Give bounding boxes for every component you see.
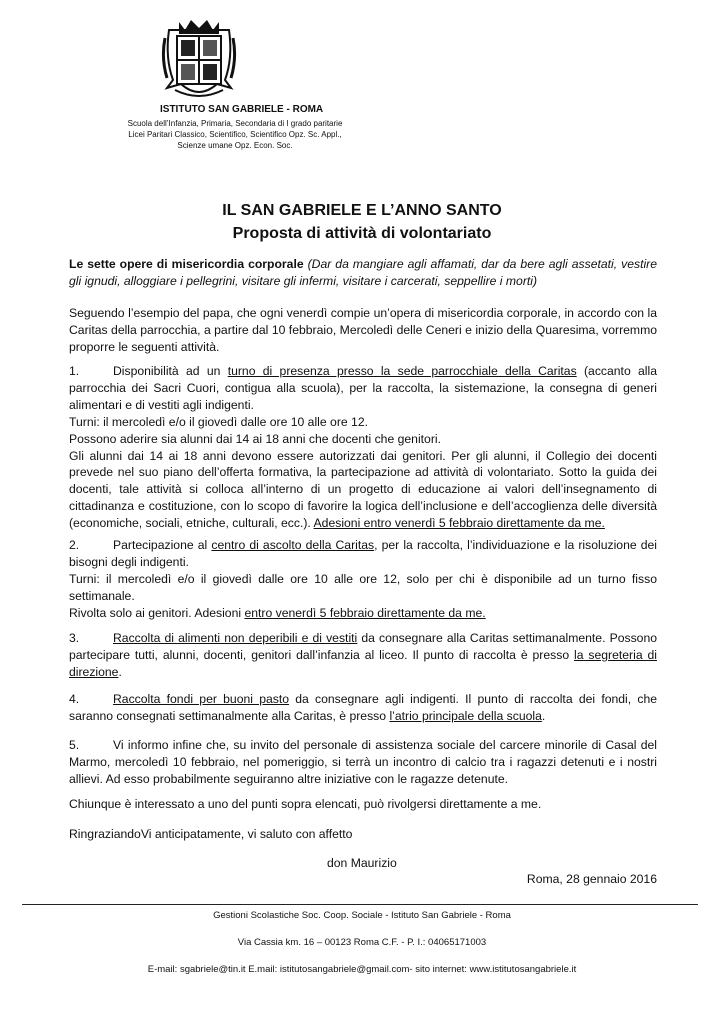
item-number: 4. [69, 692, 80, 706]
institute-subtitle-line: Licei Paritari Classico, Scientifico, Scientifico Opz. Sc. Appl., [128, 130, 342, 139]
item-text: Disponibilità ad un [113, 364, 228, 378]
item-1 [69, 363, 657, 532]
institute-subtitle [120, 118, 350, 151]
item-text: . [541, 708, 546, 723]
item-5 [69, 737, 657, 788]
item-text: (accanto alla parrocchia dei Sacri Cuori, contigua alla scuola), per la raccolta, la sistemazione, la consegna di generi alimentari e di vestiti agli indigenti. [69, 364, 657, 412]
item-link: turno di presenza presso la sede parrocchiale della Caritas [227, 364, 577, 378]
item-text: . [118, 664, 122, 679]
closing-greeting: RingraziandoVi anticipatamente, vi saluto con affetto [69, 827, 353, 841]
item-link: centro di ascolto della Caritas [211, 538, 375, 552]
item-text: Rivolta solo ai genitori. Adesioni [69, 605, 245, 620]
intro-paragraph [69, 256, 657, 290]
signature: don Maurizio [327, 856, 397, 870]
item-turni: Turni: il mercoledì e/o il giovedì dalle ore 10 alle ore 12, solo per chi è disponibile ad un turno fisso settimanale. [69, 571, 657, 603]
opening-paragraph: Seguendo l’esempio del papa, che ogni venerdì compie un’opera di misericordia corporale, in accordo con la Caritas della parrocchia, a partire dal 10 febbraio, Mercoledì delle Ceneri e inizio della Quaresima, vorremmo proporre le seguenti attività. [69, 306, 657, 354]
document-subtitle: Proposta di attività di volontariato [232, 225, 492, 242]
document-date: Roma, 28 gennaio 2016 [526, 872, 657, 886]
item-number: 5. [69, 738, 80, 752]
closing-interest: Chiunque è interessato a uno del punti sopra elencati, può rivolgersi direttamente a me. [69, 797, 542, 811]
school-crest-logo [161, 18, 237, 102]
institute-name: ISTITUTO SAN GABRIELE - ROMA [160, 104, 324, 115]
item-text: , per la raccolta, l’individuazione e la risoluzione dei bisogni degli indigenti. [69, 538, 658, 569]
item-adesioni: Adesioni entro venerdì 5 febbraio direttamente da me. [313, 516, 605, 531]
item-number: 1. [69, 364, 80, 378]
item-text: da consegnare alla Caritas settimanalmente. Possono partecipare tutti, alunni, docenti, genitori dall’infanzia al liceo. Il punto di raccolta è presso [69, 631, 658, 662]
item-adesioni: entro venerdì 5 febbraio direttamente da me. [244, 605, 486, 620]
institute-subtitle-line: Scuola dell’Infanzia, Primaria, Secondaria di I grado paritarie [127, 119, 343, 128]
item-number: 3. [69, 631, 80, 645]
item-link: Raccolta di alimenti non deperibili e di vestiti [113, 631, 358, 645]
footer-divider [22, 904, 698, 905]
intro-italic: (Dar da mangiare agli affamati, dar da bere agli assetati, vestire gli ignudi, alloggiare i pellegrini, visitare gli infermi, visitare i carcerati, seppellire i morti) [69, 257, 657, 288]
item-text: Vi informo infine che, su invito del personale di assistenza sociale del carcere minorile di Casal del Marmo, mercoledì 10 febbraio, nel pomeriggio, si terrà un incontro di calcio tra i ragazzi detenuti e i nostri allievi. Ad esso probabilmente seguiranno altre iniziative con le ragazze detenute. [69, 738, 657, 786]
institute-subtitle-line: Scienze umane Opz. Econ. Soc. [177, 141, 293, 150]
item-link: la segreteria di direzione [69, 647, 657, 679]
footer-address: Via Cassia km. 16 – 00123 Roma C.F. - P. I.: 04065171003 [237, 937, 487, 948]
item-link: Raccolta fondi per buoni pasto [113, 692, 290, 706]
item-2 [69, 537, 657, 622]
item-3 [69, 630, 657, 681]
item-number: 2. [69, 538, 80, 552]
intro-bold: Le sette opere di misericordia corporale [69, 257, 304, 271]
item-text: Gli alunni dai 14 ai 18 anni devono essere autorizzati dai genitori. Per gli alunni, il Collegio dei docenti prevede nel suo piano dell’offerta formativa, la partecipazione ad attività di volontariato. Sotto la guida dei docenti, tale attività si colloca all’interno di un progetto di educazione ai valori dell’insegnamento di cittadinanza e costituzione, con lo scopo di favorire la logica dell’inclusione e dell’accoglienza delle diversità (economiche, sociali, etniche, culturali, ecc.). [69, 448, 657, 531]
document-title: IL SAN GABRIELE E L’ANNO SANTO [222, 202, 502, 219]
footer-contacts: E-mail: sgabriele@tin.it E.mail: istitutosangabriele@gmail.com- sito internet: www.istitutosangabriele.it [147, 964, 577, 975]
item-turni: Turni: il mercoledì e/o il giovedì dalle ore 10 alle ore 12. [69, 414, 368, 429]
item-text: Partecipazione al [113, 538, 212, 552]
item-4 [69, 691, 657, 725]
item-text: da consegnare agli indigenti. Il punto di raccolta dei fondi, che saranno consegnati settimanalmente alla Caritas, è presso [69, 692, 658, 723]
footer-company: Gestioni Scolastiche Soc. Coop. Sociale - Istituto San Gabriele - Roma [213, 910, 511, 921]
item-aderire: Possono aderire sia alunni dai 14 ai 18 anni che docenti che genitori. [69, 431, 441, 446]
item-link: l’atrio principale della scuola [389, 708, 542, 723]
